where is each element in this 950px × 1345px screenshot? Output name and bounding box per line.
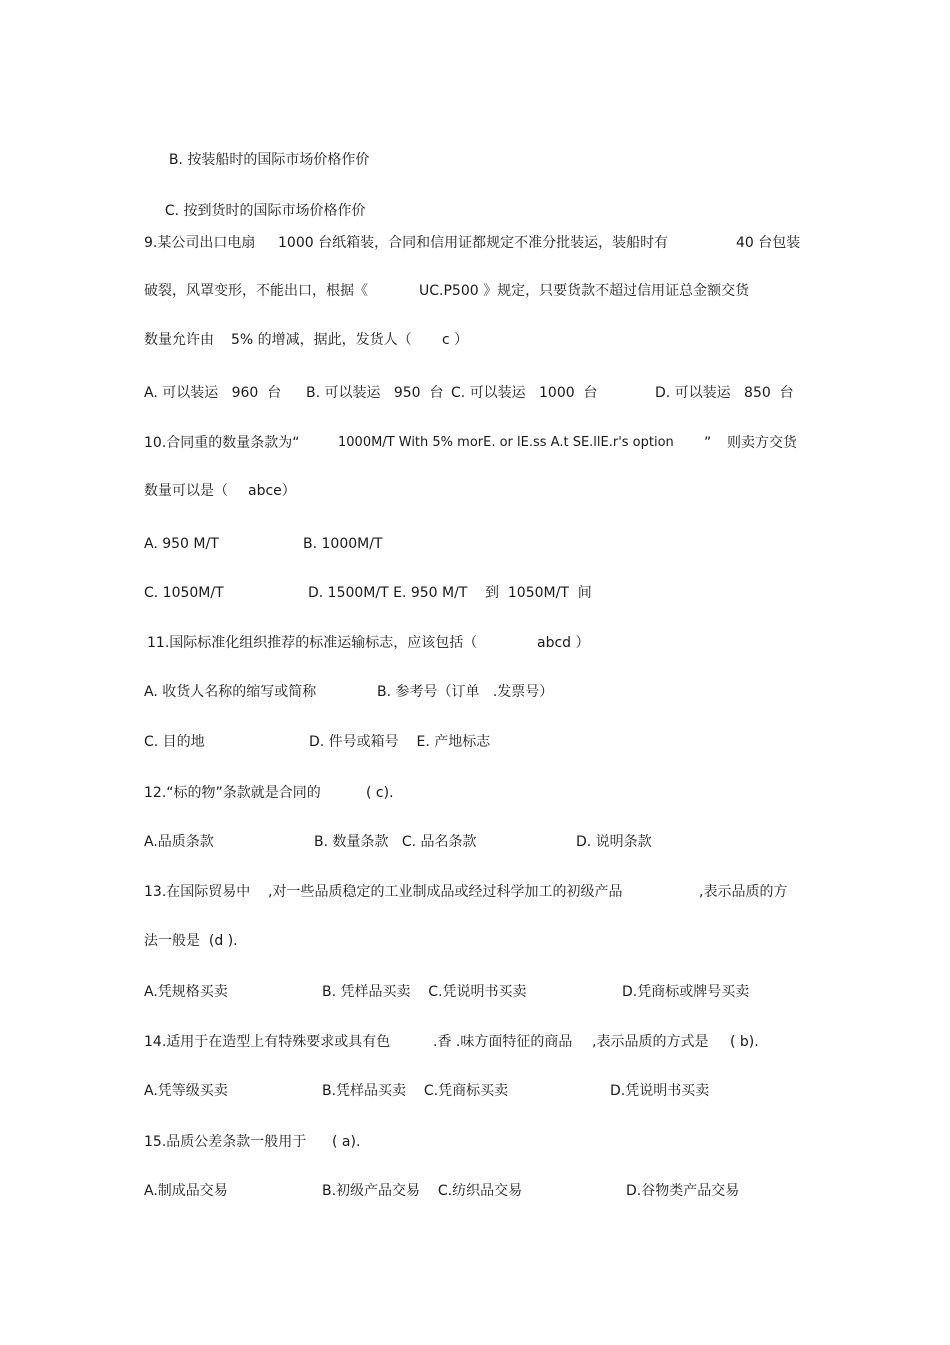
q10-answer: abce） xyxy=(248,483,296,499)
q9-stem-part: 40 台包装 xyxy=(736,235,801,251)
q15-options xyxy=(144,1182,804,1272)
q8-option-c-text: C. 按到货时的国际市场价格作价 xyxy=(164,203,366,219)
q12-answer: ( c). xyxy=(366,785,394,801)
q13-stem-part: ,表示品质的方 xyxy=(699,884,788,900)
q10-option-b: B. 1000M/T xyxy=(303,536,383,552)
q10-stem-part: 10.合同重的数量条款为“ xyxy=(144,435,300,451)
q15-option-d: D.谷物类产品交易 xyxy=(626,1183,740,1199)
q15-option-b-c: B.初级产品交易 C.纺织品交易 xyxy=(322,1183,523,1199)
q9-stem-part: 9.某公司出口电扇 xyxy=(144,235,256,251)
q12-option-d: D. 说明条款 xyxy=(576,834,652,850)
q14-option-b-c: B.凭样品买卖 C.凭商标买卖 xyxy=(322,1083,509,1099)
q8-option-b xyxy=(151,133,369,187)
q13-option-b-c: B. 凭样品买卖 C.凭说明书买卖 xyxy=(322,984,527,1000)
q8-option-b-text: B. 按装船时的国际市场价格作价 xyxy=(168,152,370,168)
q14-option-a: A.凭等级买卖 xyxy=(144,1083,228,1099)
q9-stem-part: UC.P500 》规定，只要货款不超过信用证总金额交货 xyxy=(419,283,750,299)
q9-option-a: A. 可以装运 960 台 xyxy=(144,385,282,401)
q10-option-e-range: 到 1050M/T 间 xyxy=(485,585,592,601)
q11-option-a: A. 收货人名称的缩写或简称 xyxy=(144,684,317,700)
q9-stem-part: 数量允许由 xyxy=(144,332,214,348)
q10-option-d-e: D. 1500M/T E. 950 M/T xyxy=(308,585,468,601)
q13-stem-part: ,对一些品质稳定的工业制成品或经过科学加工的初级产品 xyxy=(268,884,623,900)
q15-stem-part: 15.品质公差条款一般用于 xyxy=(144,1134,307,1150)
q10-option-a: A. 950 M/T xyxy=(144,536,219,552)
q14-answer: ( b). xyxy=(730,1034,759,1050)
q11-option-c: C. 目的地 xyxy=(144,734,205,750)
q12-option-a: A.品质条款 xyxy=(144,834,214,850)
q10-stem-part: 1000M/T With 5% morE. or lE.ss A.t SE.llE.r's option xyxy=(338,435,674,450)
q12-option-b-c: B. 数量条款 C. 品名条款 xyxy=(314,834,477,850)
q8-option-c xyxy=(147,184,366,238)
q13-stem-part: 13.在国际贸易中 xyxy=(144,884,251,900)
q11-stem-part: 11.国际标准化组织推荐的标准运输标志，应该包括（ xyxy=(147,635,478,651)
q15-answer: ( a). xyxy=(332,1134,361,1150)
q14-stem-part: ,表示品质的方式是 xyxy=(592,1034,709,1050)
q11-answer: abcd ） xyxy=(537,635,590,651)
q10-stem-part: 则卖方交货 xyxy=(727,435,797,451)
q11-option-d-e: D. 件号或箱号 E. 产地标志 xyxy=(309,734,491,750)
q10-option-c: C. 1050M/T xyxy=(144,585,224,601)
q9-stem-part: 1000 台纸箱装，合同和信用证都规定不准分批装运，装船时有 xyxy=(278,235,669,251)
q9-option-b: B. 可以装运 950 台 xyxy=(306,385,444,401)
q13-stem-part: 法一般是 (d ). xyxy=(144,933,238,949)
q9-stem-part: 破裂，风罩变形，不能出口，根据《 xyxy=(144,283,368,299)
q9-option-c: C. 可以装运 1000 台 xyxy=(451,385,598,401)
q11-option-b: B. 参考号（订单 .发票号） xyxy=(377,684,554,700)
q13-stem-line-2 xyxy=(144,932,804,986)
q10-stem-part: ” xyxy=(704,435,712,451)
q14-stem-part: 14.适用于在造型上有特殊要求或具有色 xyxy=(144,1034,391,1050)
q14-option-d: D.凭说明书买卖 xyxy=(610,1083,710,1099)
q13-option-a: A.凭规格买卖 xyxy=(144,984,228,1000)
q14-stem-part: .香 .味方面特征的商品 xyxy=(433,1034,573,1050)
q15-option-a: A.制成品交易 xyxy=(144,1183,228,1199)
q9-stem-part: 5% 的增减，据此，发货人（ xyxy=(231,332,412,348)
q13-option-d: D.凭商标或牌号买卖 xyxy=(622,984,750,1000)
q9-answer: c ） xyxy=(442,332,469,348)
q12-stem-part: 12.“标的物”条款就是合同的 xyxy=(144,785,321,801)
q10-stem-part: 数量可以是（ xyxy=(144,483,228,499)
q9-option-d: D. 可以装运 850 台 xyxy=(655,385,794,401)
